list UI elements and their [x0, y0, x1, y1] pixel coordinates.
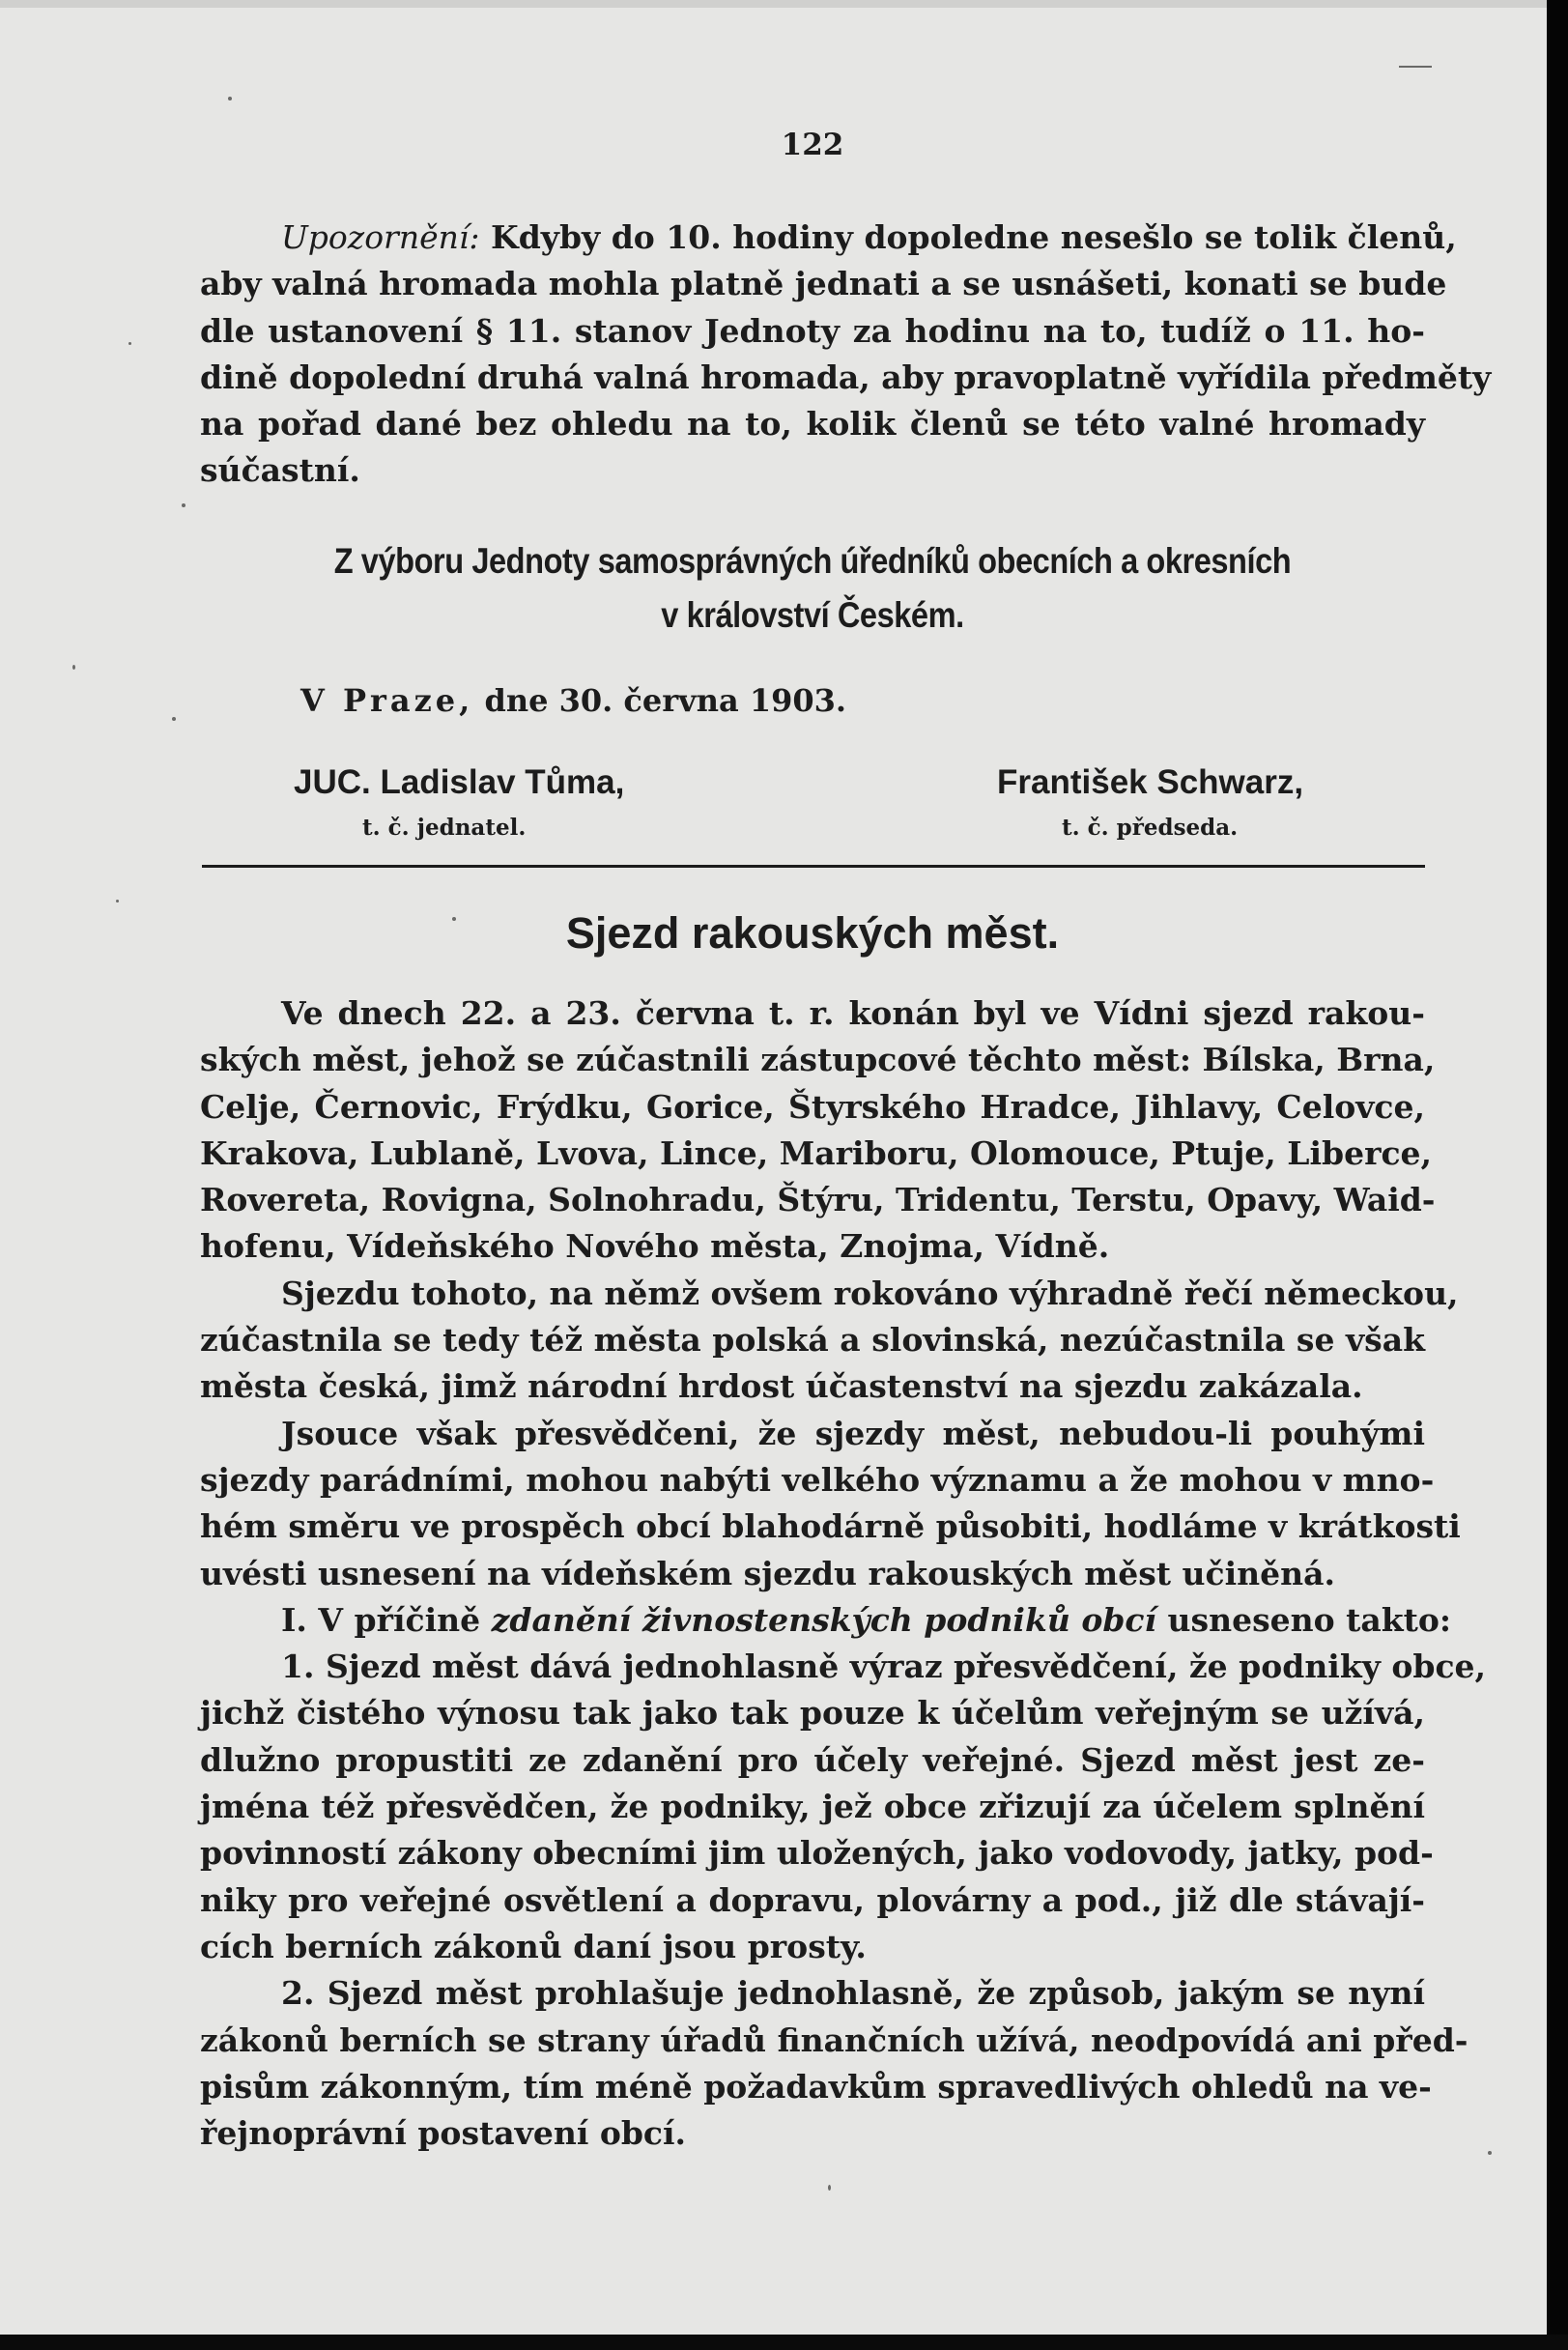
date: dne 30. června 1903.: [484, 682, 847, 719]
body-line: Celje, Černovic, Frýdku, Gorice, Štyrského Hradce, Jihlavy, Celovce,: [200, 1087, 1425, 1126]
body-line: řejnoprávní postavení obcí.: [200, 2114, 687, 2153]
body-line: města česká, jimž národní hrdost účastenství na sjezdu zakázala.: [200, 1367, 1363, 1406]
emphasized-topic: zdanění živnostenských podniků obcí: [491, 1600, 1157, 1639]
body-line: uvésti usnesení na vídeňském sjezdu rakouských měst učiněná.: [200, 1554, 1335, 1592]
body-line: povinností zákony obecními jim uložených, jako vodovody, jatky, pod-: [200, 1834, 1434, 1873]
body-line: hofenu, Vídeňského Nového města, Znojma, Vídně.: [200, 1227, 1110, 1266]
scan-bottom-edge: [0, 2335, 1568, 2350]
committee-line: v království Českém.: [661, 595, 964, 635]
body-line: Rovereta, Rovigna, Solnohradu, Štýru, Tridentu, Terstu, Opavy, Waid-: [200, 1181, 1436, 1219]
notice-line: súčastní.: [200, 451, 360, 490]
scan-right-edge: [1547, 0, 1568, 2350]
body-line: zákonů berních se strany úřadů finančních užívá, neodpovídá ani před-: [200, 2020, 1468, 2059]
body-line: hém směru ve prospěch obcí blahodárně působiti, hodláme v krátkosti: [200, 1507, 1461, 1546]
body-line: dlužno propustiti ze zdanění pro účely veřejné. Sjezd měst jest ze-: [200, 1740, 1425, 1779]
body-line: pisům zákonným, tím méně požadavkům spravedlivých ohledů na ve-: [200, 2067, 1432, 2106]
scan-top-edge: [0, 0, 1568, 8]
place: V Praze,: [300, 682, 474, 719]
notice-line: dině dopolední druhá valná hromada, aby pravoplatně vyřídila předměty: [200, 358, 1492, 396]
body-line: cích berních zákonů daní jsou prosty.: [200, 1927, 867, 1965]
page-number: 122: [781, 128, 844, 162]
body-line: ských měst, jehož se zúčastnili zástupcové těchto měst: Bílska, Brna,: [200, 1041, 1436, 1079]
notice-line: aby valná hromada mohla platně jednati a se usnášeti, konati se bude: [200, 265, 1447, 303]
committee-heading: [273, 534, 1352, 643]
signature-right-role: t. č. předseda.: [1062, 815, 1239, 841]
body-line: zúčastnila se tedy též města polská a slovinská, nezúčastnila se však: [200, 1321, 1425, 1360]
body-line: jména též přesvědčen, že podniky, jež obce zřizují za účelem splnění: [200, 1788, 1425, 1826]
body-line: Krakova, Lublaně, Lvova, Lince, Mariboru, Olomouce, Ptuje, Liberce,: [200, 1133, 1433, 1172]
article-body: [200, 990, 1487, 2157]
signature-left-role: t. č. jednatel.: [362, 815, 527, 841]
body-line: jichž čistého výnosu tak jako tak pouze k účelům veřejným se užívá,: [200, 1694, 1425, 1733]
notice-line: dle ustanovení § 11. stanov Jednoty za hodinu na to, tudíž o 11. ho-: [200, 311, 1425, 350]
body-line: 1. Sjezd měst dává jednohlasně výraz přesvědčení, že podniky obce,: [281, 1648, 1487, 1686]
body-line: 2. Sjezd měst prohlašuje jednohlasně, že způsob, jakým se nyní: [281, 1974, 1425, 2013]
body-line: I. V příčině zdanění živnostenských podniků obcí usneseno takto:: [281, 1600, 1452, 1639]
section-title: Sjezd rakouských měst.: [565, 908, 1060, 958]
place-date-line: [300, 682, 846, 719]
signature-right-name: František Schwarz,: [997, 763, 1304, 801]
body-line: Ve dnech 22. a 23. června t. r. konán byl ve Vídni sjezd rakou-: [281, 994, 1425, 1032]
meeting-notice: [200, 215, 1492, 495]
body-line: Sjezdu tohoto, na němž ovšem rokováno výhradně řečí německou,: [281, 1274, 1459, 1312]
signature-left-name: JUC. Ladislav Tůma,: [294, 763, 625, 801]
committee-line: Z výboru Jednoty samosprávných úředníků obecních a okresních: [333, 541, 1292, 581]
notice-line: na pořad dané bez ohledu na to, kolik členů se této valné hromady: [200, 405, 1425, 444]
section-divider: [202, 865, 1425, 868]
notice-line: Upozornění: Kdyby do 10. hodiny dopoledne nesešlo se tolik členů,: [281, 218, 1457, 256]
body-line: Jsouce však přesvědčeni, že sjezdy měst, nebudou-li pouhými: [281, 1414, 1425, 1452]
body-line: sjezdy parádními, mohou nabýti velkého významu a že mohou v mno-: [200, 1460, 1435, 1499]
body-line: niky pro veřejné osvětlení a dopravu, plovárny a pod., již dle stávají-: [200, 1880, 1425, 1919]
notice-label: Upozornění:: [281, 218, 480, 256]
